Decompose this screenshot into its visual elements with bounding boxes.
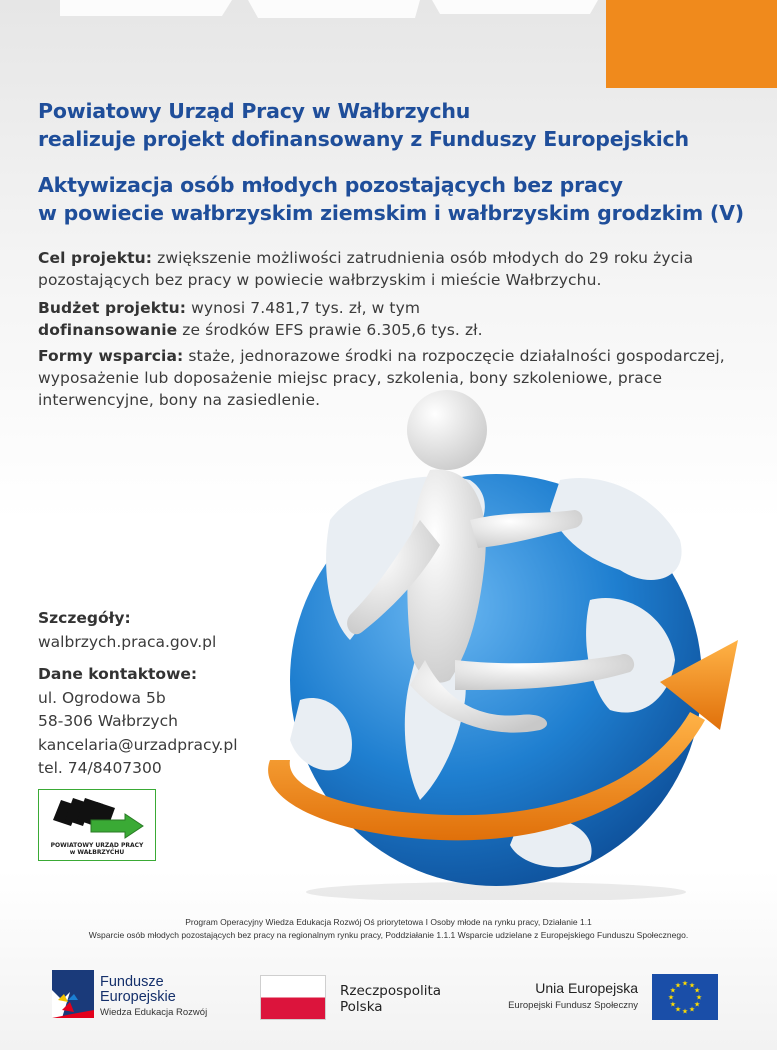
contact-label: Dane kontaktowe: [38, 665, 198, 683]
phone-number: tel. 74/8407300 [38, 759, 162, 777]
fe-line1: Fundusze [100, 974, 164, 990]
eu-star: ★ [681, 1007, 689, 1016]
eu-star: ★ [688, 981, 696, 990]
header-line-2: realizuje projekt dofinansowany z Funduszy Europejskich [38, 127, 689, 151]
eu-star: ★ [688, 1005, 696, 1014]
funding-text: ze środków EFS prawie 6.305,6 tys. zł. [177, 321, 483, 339]
rp-line1: Rzeczpospolita [340, 983, 442, 999]
forms-label: Formy wsparcia: [38, 347, 184, 365]
eu-star: ★ [693, 986, 701, 995]
website-link[interactable]: walbrzych.praca.gov.pl [38, 633, 217, 651]
budget-label: Budżet projektu: [38, 299, 187, 317]
budget-text: wynosi 7.481,7 tys. zł, w tym [186, 299, 421, 317]
project-title-line-2: w powiecie wałbrzyskim ziemskim i wałbrzyskim grodzkim (V) [38, 201, 744, 225]
fundusze-europejskie-icon [52, 970, 94, 1018]
goal-label: Cel projektu: [38, 249, 153, 267]
footer-support-note: Wsparcie osób młodych pozostających bez pracy na regionalnym rynku pracy, Poddziałanie 1.1.1 Wsparcie udzielane z Europejskiego Funduszu Społecznego. [88, 930, 689, 940]
eu-subtitle: Europejski Fundusz Społeczny [508, 1000, 638, 1011]
city-address: 58-306 Wałbrzych [38, 712, 178, 730]
goal-text: zwiększenie możliwości zatrudnienia osób młodych do 29 roku życia pozostających bez pracy w powiecie wałbrzyskim i mieście Wałbrzychu. [38, 249, 694, 289]
eu-star: ★ [669, 986, 677, 995]
footer-program-note: Program Operacyjny Wiedza Edukacja Rozwój Oś priorytetowa I Osoby młode na rynku pracy, Działanie 1.1 [185, 917, 592, 927]
eu-star: ★ [674, 1005, 682, 1014]
fe-subtitle: Wiedza Edukacja Rozwój [100, 1007, 208, 1018]
eu-name: Unia Europejska [535, 980, 638, 996]
funding-label: dofinansowanie [38, 321, 178, 339]
pup-logo-line2: w WAŁBRZYCHU [69, 849, 125, 856]
eu-flag-icon [652, 974, 718, 1020]
figure-head [407, 390, 487, 470]
eu-star: ★ [667, 993, 675, 1002]
pup-logo [38, 789, 156, 861]
pup-logo-line1: POWIATOWY URZĄD PRACY [50, 842, 144, 849]
polish-flag-icon [260, 975, 326, 1020]
details-label: Szczegóły: [38, 609, 131, 627]
street-address: ul. Ogrodowa 5b [38, 689, 166, 707]
eu-star: ★ [674, 981, 682, 990]
header-line-1: Powiatowy Urząd Pracy w Wałbrzychu [38, 99, 471, 123]
rp-line2: Polska [340, 999, 383, 1015]
fe-line2: Europejskie [100, 989, 176, 1005]
email-link[interactable]: kancelaria@urzadpracy.pl [38, 736, 238, 754]
project-title-line-1: Aktywizacja osób młodych pozostających bez pracy [38, 173, 623, 197]
cards-arrow-logo-icon [39, 790, 155, 842]
eu-star: ★ [693, 1000, 701, 1009]
eu-star: ★ [669, 1000, 677, 1009]
forms-text: staże, jednorazowe środki na rozpoczęcie działalności gospodarczej, wyposażenie lub doposażenie miejsc pracy, szkolenia, bony szkoleniowe, prace interwencyjne, bony na zasiedlenie. [38, 347, 725, 409]
eu-star: ★ [681, 979, 689, 988]
eu-star: ★ [695, 993, 703, 1002]
